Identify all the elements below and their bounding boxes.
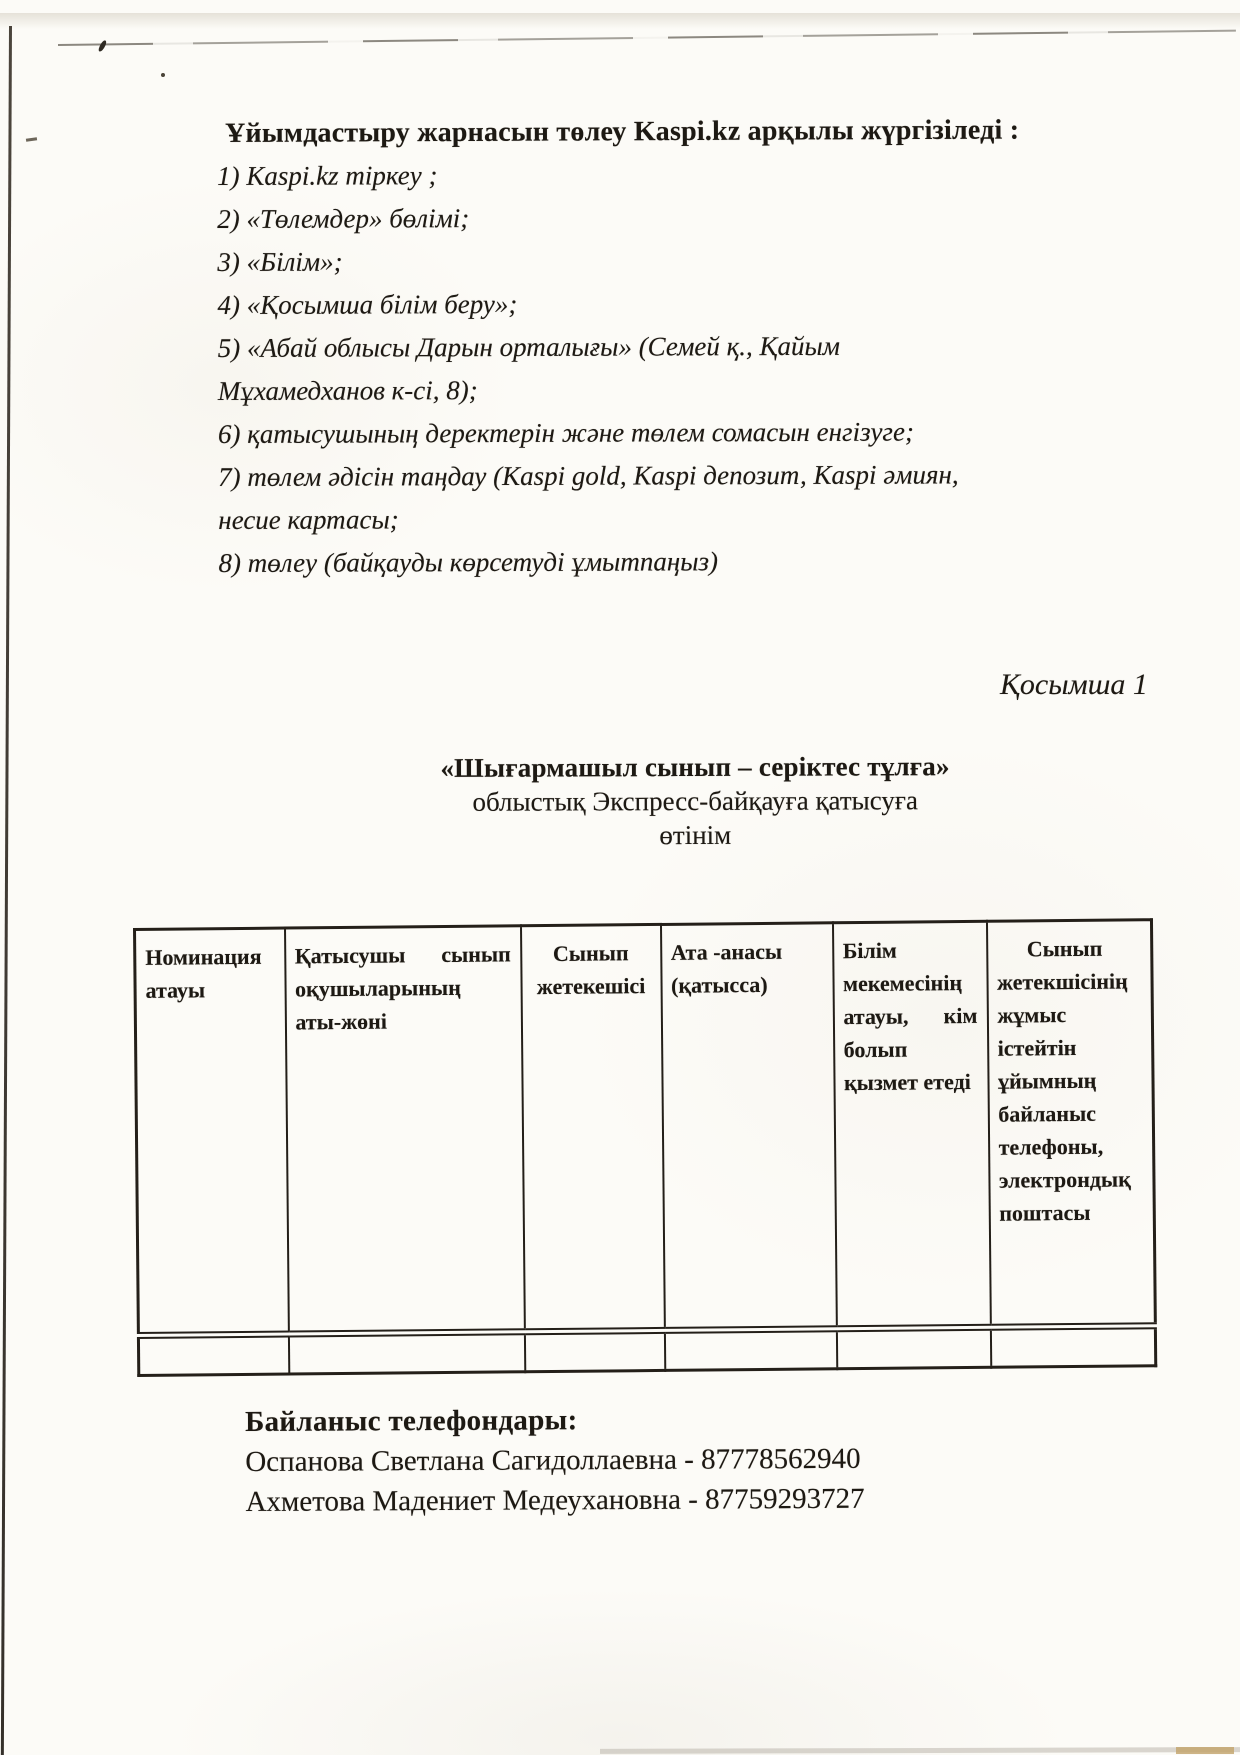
scan-edge-top-strip xyxy=(0,0,1240,13)
table-header-school: Білім мекемесінің атауы, кім болып қызмет етеді xyxy=(832,921,990,1328)
scan-edge-left-line xyxy=(1,26,12,1755)
scan-speck-dot xyxy=(161,73,165,77)
table-header-nomination: Номинация атауы xyxy=(135,928,289,1335)
contact-line-akhmetova: Ахметова Мадениет Медеухановна - 87759293727 xyxy=(245,1482,865,1518)
table-cell-parent xyxy=(664,1329,836,1371)
payment-step-4: 4) «Қосымша білім беру»; xyxy=(217,288,518,320)
scan-fold-line xyxy=(58,30,1236,46)
table-cell-school xyxy=(836,1327,990,1368)
table-header-parent: Ата -анасы (қатысса) xyxy=(660,923,836,1331)
contest-title: «Шығармашыл сынып – серіктес тұлға» xyxy=(440,751,950,783)
table-header-teacher-contacts: Сынып жетекшісінің жұмыс істейтін ұйымның байланыс телефоны, электрондық поштасы xyxy=(986,920,1155,1328)
contacts-label: Байланыс телефондары: xyxy=(245,1404,578,1438)
appendix-label: Қосымша 1 xyxy=(1000,668,1148,701)
payment-heading: Ұйымдастыру жарнасын төлеу Kaspi.kz арқылы жүргізіледі : xyxy=(225,114,1020,149)
application-title-block xyxy=(270,749,1120,854)
table-cell-teacher-contacts xyxy=(990,1326,1155,1368)
payment-step-8: 8) төлеу (байқауды көрсетуді ұмытпаңыз) xyxy=(218,546,719,578)
scan-edge-bottom-strip xyxy=(600,1747,1240,1754)
application-word: өтінім xyxy=(659,819,732,851)
payment-step-1: 1) Kaspi.kz тіркеу ; xyxy=(217,160,438,191)
table-header-row xyxy=(135,920,1156,1336)
payment-step-5: 5) «Абай облысы Дарын орталығы» (Семей қ., Қайым Мұхамедханов к-сі, 8); xyxy=(217,330,841,406)
table-empty-row xyxy=(138,1326,1155,1376)
payment-steps-list xyxy=(217,152,993,585)
payment-step-2: 2) «Төлемдер» бөлімі; xyxy=(217,203,470,234)
contest-subtitle: облыстық Экспресс-байқауға қатысуға xyxy=(472,785,918,817)
table-header-participants: Қатысушы сынып оқушыларының аты-жөні xyxy=(285,926,525,1334)
table-cell-nomination xyxy=(138,1334,288,1375)
payment-step-6: 6) қатысушының деректерін және төлем сомасын енгізуге; xyxy=(217,416,914,449)
scan-top-shadow xyxy=(0,13,1240,29)
payment-step-3: 3) «Білім»; xyxy=(217,246,343,277)
table-cell-participants xyxy=(288,1332,524,1374)
application-table xyxy=(133,918,1157,1377)
scan-speck-dash xyxy=(26,137,37,142)
scan-speck-apostrophe xyxy=(98,40,108,52)
table-header-class-teacher: Сынып жетекешісі xyxy=(520,924,664,1331)
table-cell-class-teacher xyxy=(524,1330,664,1371)
scan-speck-bottom-right xyxy=(1176,1747,1234,1754)
contact-line-ospanova: Оспанова Светлана Сагидоллаевна - 87778562940 xyxy=(245,1442,861,1478)
payment-step-7: 7) төлем әдісін таңдау (Kaspi gold, Kaspi депозит, Kaspi әмиян, несие картасы; xyxy=(218,459,959,535)
contacts-block xyxy=(245,1399,865,1522)
